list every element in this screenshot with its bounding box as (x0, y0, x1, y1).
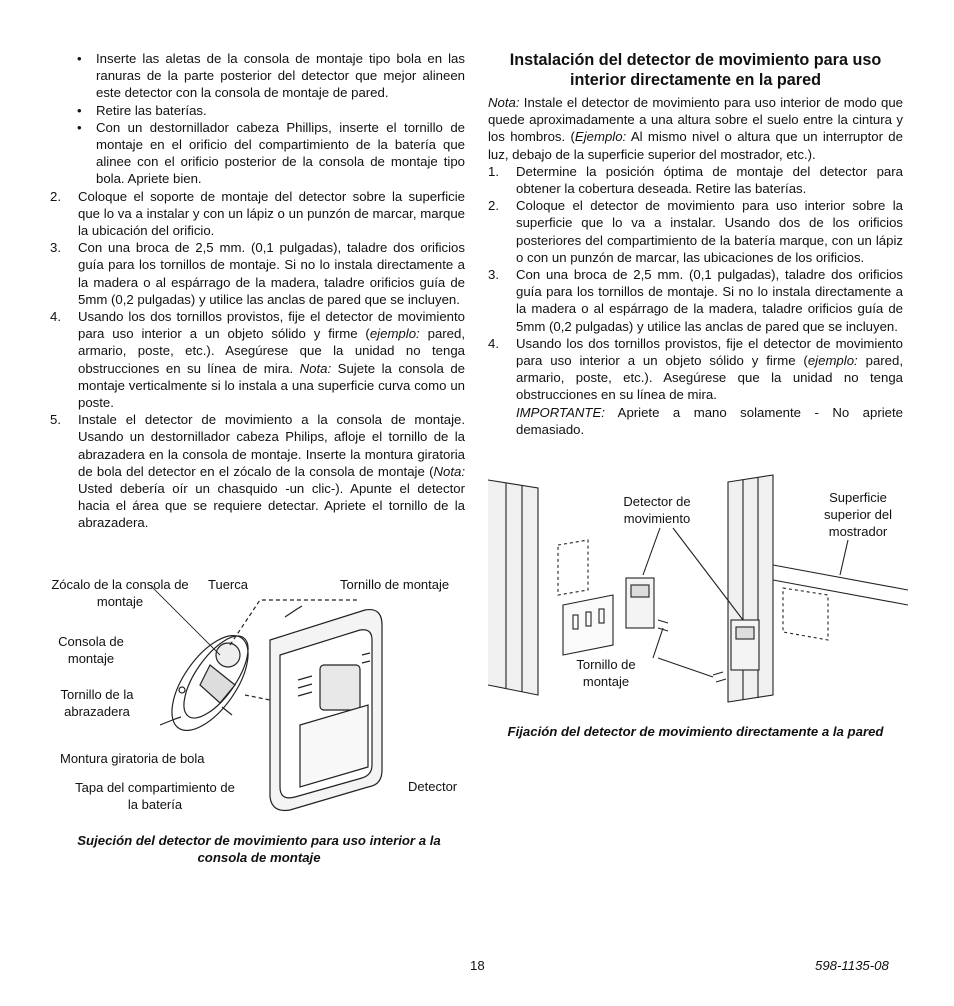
figure-caption: Fijación del detector de movimiento directamente a la pared (507, 724, 884, 739)
document-code: 598-1135-08 (815, 958, 889, 973)
label-text: Zócalo de la consola de montaje (51, 577, 189, 609)
note (488, 94, 903, 163)
step-2 (488, 197, 903, 266)
text-run: Sujete la consola de montaje verticalmente si lo instala a una superficie curva como un poste. (78, 360, 465, 411)
label-detector: Detector (408, 779, 458, 794)
label-tornillo-abrazadera: Tornillo de la abrazadera (60, 687, 134, 719)
label-tornillo-montaje: Tornillo de montaje (340, 577, 450, 592)
step-4 (50, 308, 465, 411)
text-run: Nota: (488, 95, 520, 110)
step-text: Determine la posición óptima de montaje del detector para obtener la cobertura deseada. Retire las baterías. (516, 163, 903, 197)
text-run: Usted debería oír un chasquido -un clic-). Apunte el detector hacia el área que se requiere detectar. Apriete el tornillo de la abrazadera. (78, 481, 465, 531)
text-run: pared, armario, poste, etc.). Asegúrese que la unidad no tenga obstrucciones en su línea de mira. (516, 353, 904, 403)
figure-caption: Sujeción del detector de movimiento para uso interior a la consola de montaje (77, 833, 441, 865)
text-run: ejemplo: (369, 326, 420, 342)
step-text (78, 308, 465, 411)
label-detector-movimiento: Detector de movimiento (623, 494, 691, 526)
bullet-text: • Inserte las aletas de la consola de montaje tipo bola en las ranuras de la parte posterior del detector que mejor alineen este detector con la consola de montaje de pared. (96, 51, 465, 101)
bullet-text: • Con un destornillador cabeza Phillips, inserte el tornillo de montaje en el orificio del compartimiento de la batería que alinee con el orificio posterior de la consola de montaje tipo bola. Apriete bien. (96, 119, 465, 187)
text-run: IMPORTANTE: (516, 404, 605, 420)
label-montura: Montura giratoria de bola (60, 751, 205, 766)
text-run: Usando los dos tornillos provistos, fije el detector de movimiento para uso interior a un objeto sólido y firme ( (78, 309, 465, 342)
section-heading: Instalación del detector de movimiento para uso interior directamente en la pared (509, 51, 882, 89)
label-zocalo (50, 576, 190, 610)
label-consola: Consola de montaje (58, 634, 124, 666)
step-number: 3. (488, 267, 499, 283)
step-text (78, 411, 465, 531)
step-text (516, 335, 903, 438)
label-tuerca: Tuerca (208, 577, 248, 592)
page-number: 18 (470, 958, 485, 973)
label-tapa: Tapa del compartimiento de la batería (75, 780, 235, 812)
text-run: ejemplo: (807, 353, 858, 369)
step-number: 4. (50, 309, 61, 325)
left-column (50, 50, 465, 532)
list-item (50, 119, 465, 188)
step-number: 1. (488, 163, 499, 179)
step-text: Coloque el detector de movimiento para uso interior sobre la superficie que lo va a instalar. Usando dos de los orificios posteriores del compartimiento de la batería marque, con un lápiz o con un punzón de marcar, las ubicaciones de los orificios. (516, 198, 903, 265)
list-item (50, 50, 465, 102)
label-superficie: Superficie superior del mostrador (824, 490, 892, 539)
step-number: 4. (488, 335, 499, 351)
step-1 (488, 163, 903, 197)
step-5 (50, 411, 465, 531)
step-3 (488, 266, 903, 335)
right-column (488, 50, 903, 438)
step-number: 2. (488, 198, 499, 214)
list-item (50, 102, 465, 119)
step-number: 5. (50, 412, 61, 428)
step-number: 2. (50, 188, 61, 204)
step-text: Coloque el soporte de montaje del detector sobre la superficie que lo va a instalar y con un lápiz o un punzón de marcar, marque la ubicación del orificio. (78, 188, 465, 239)
text-run: Instale el detector de movimiento para uso interior de modo que quede aproximadamente a una altura sobre el suelo entre la cintura y los hombros. ( (488, 95, 903, 145)
step-4 (488, 335, 903, 438)
step-text: Con una broca de 2,5 mm. (0,1 pulgadas), taladre dos orificios guía para los tornillos de montaje. Si no lo instala directamente a la madera o al espárrago de la madera, taladre orificios guía de 5mm (0,2 pulgadas) y utilice las anclas de pared que se incluyen. (516, 267, 903, 334)
text-run: Ejemplo: (574, 129, 627, 145)
text-run: Instale el detector de movimiento a la consola de montaje. Usando un destornillador cabeza Philips, afloje el tornillo de la abrazadera en la consola de montaje. Inserte la montura giratoria de bola del detector en el zócalo de la consola de montaje ( (78, 412, 465, 479)
step-number: 3. (50, 240, 61, 256)
bullet-text: • Retire las baterías. (96, 102, 207, 118)
step-3 (50, 239, 465, 308)
text-run: Al mismo nivel o altura que un interruptor de luz, debajo de la superficie superior del mostrador, etc.). (488, 129, 903, 162)
text-run: Nota: (433, 463, 465, 479)
text-run: Nota: (299, 360, 332, 376)
step-2 (50, 188, 465, 240)
step-text: Con una broca de 2,5 mm. (0,1 pulgadas), taladre dos orificios guía para los tornillos de montaje. Si no lo instala directamente a la madera o al espárrago de la madera, taladre orificios guía de 5mm (0,2 pulgadas) y utilice las anclas de pared que se incluyen. (78, 240, 465, 307)
text-run: Usando los dos tornillos provistos, fije el detector de movimiento para uso interior a un objeto sólido y firme ( (516, 335, 903, 369)
text-run: Apriete a mano solamente - No apriete demasiado. (516, 404, 903, 437)
text-run: pared, armario, poste, etc.). Asegúrese que la unidad no tenga obstrucciones en su línea de mira. (78, 326, 466, 376)
label-tornillo: Tornillo de montaje (576, 657, 636, 689)
